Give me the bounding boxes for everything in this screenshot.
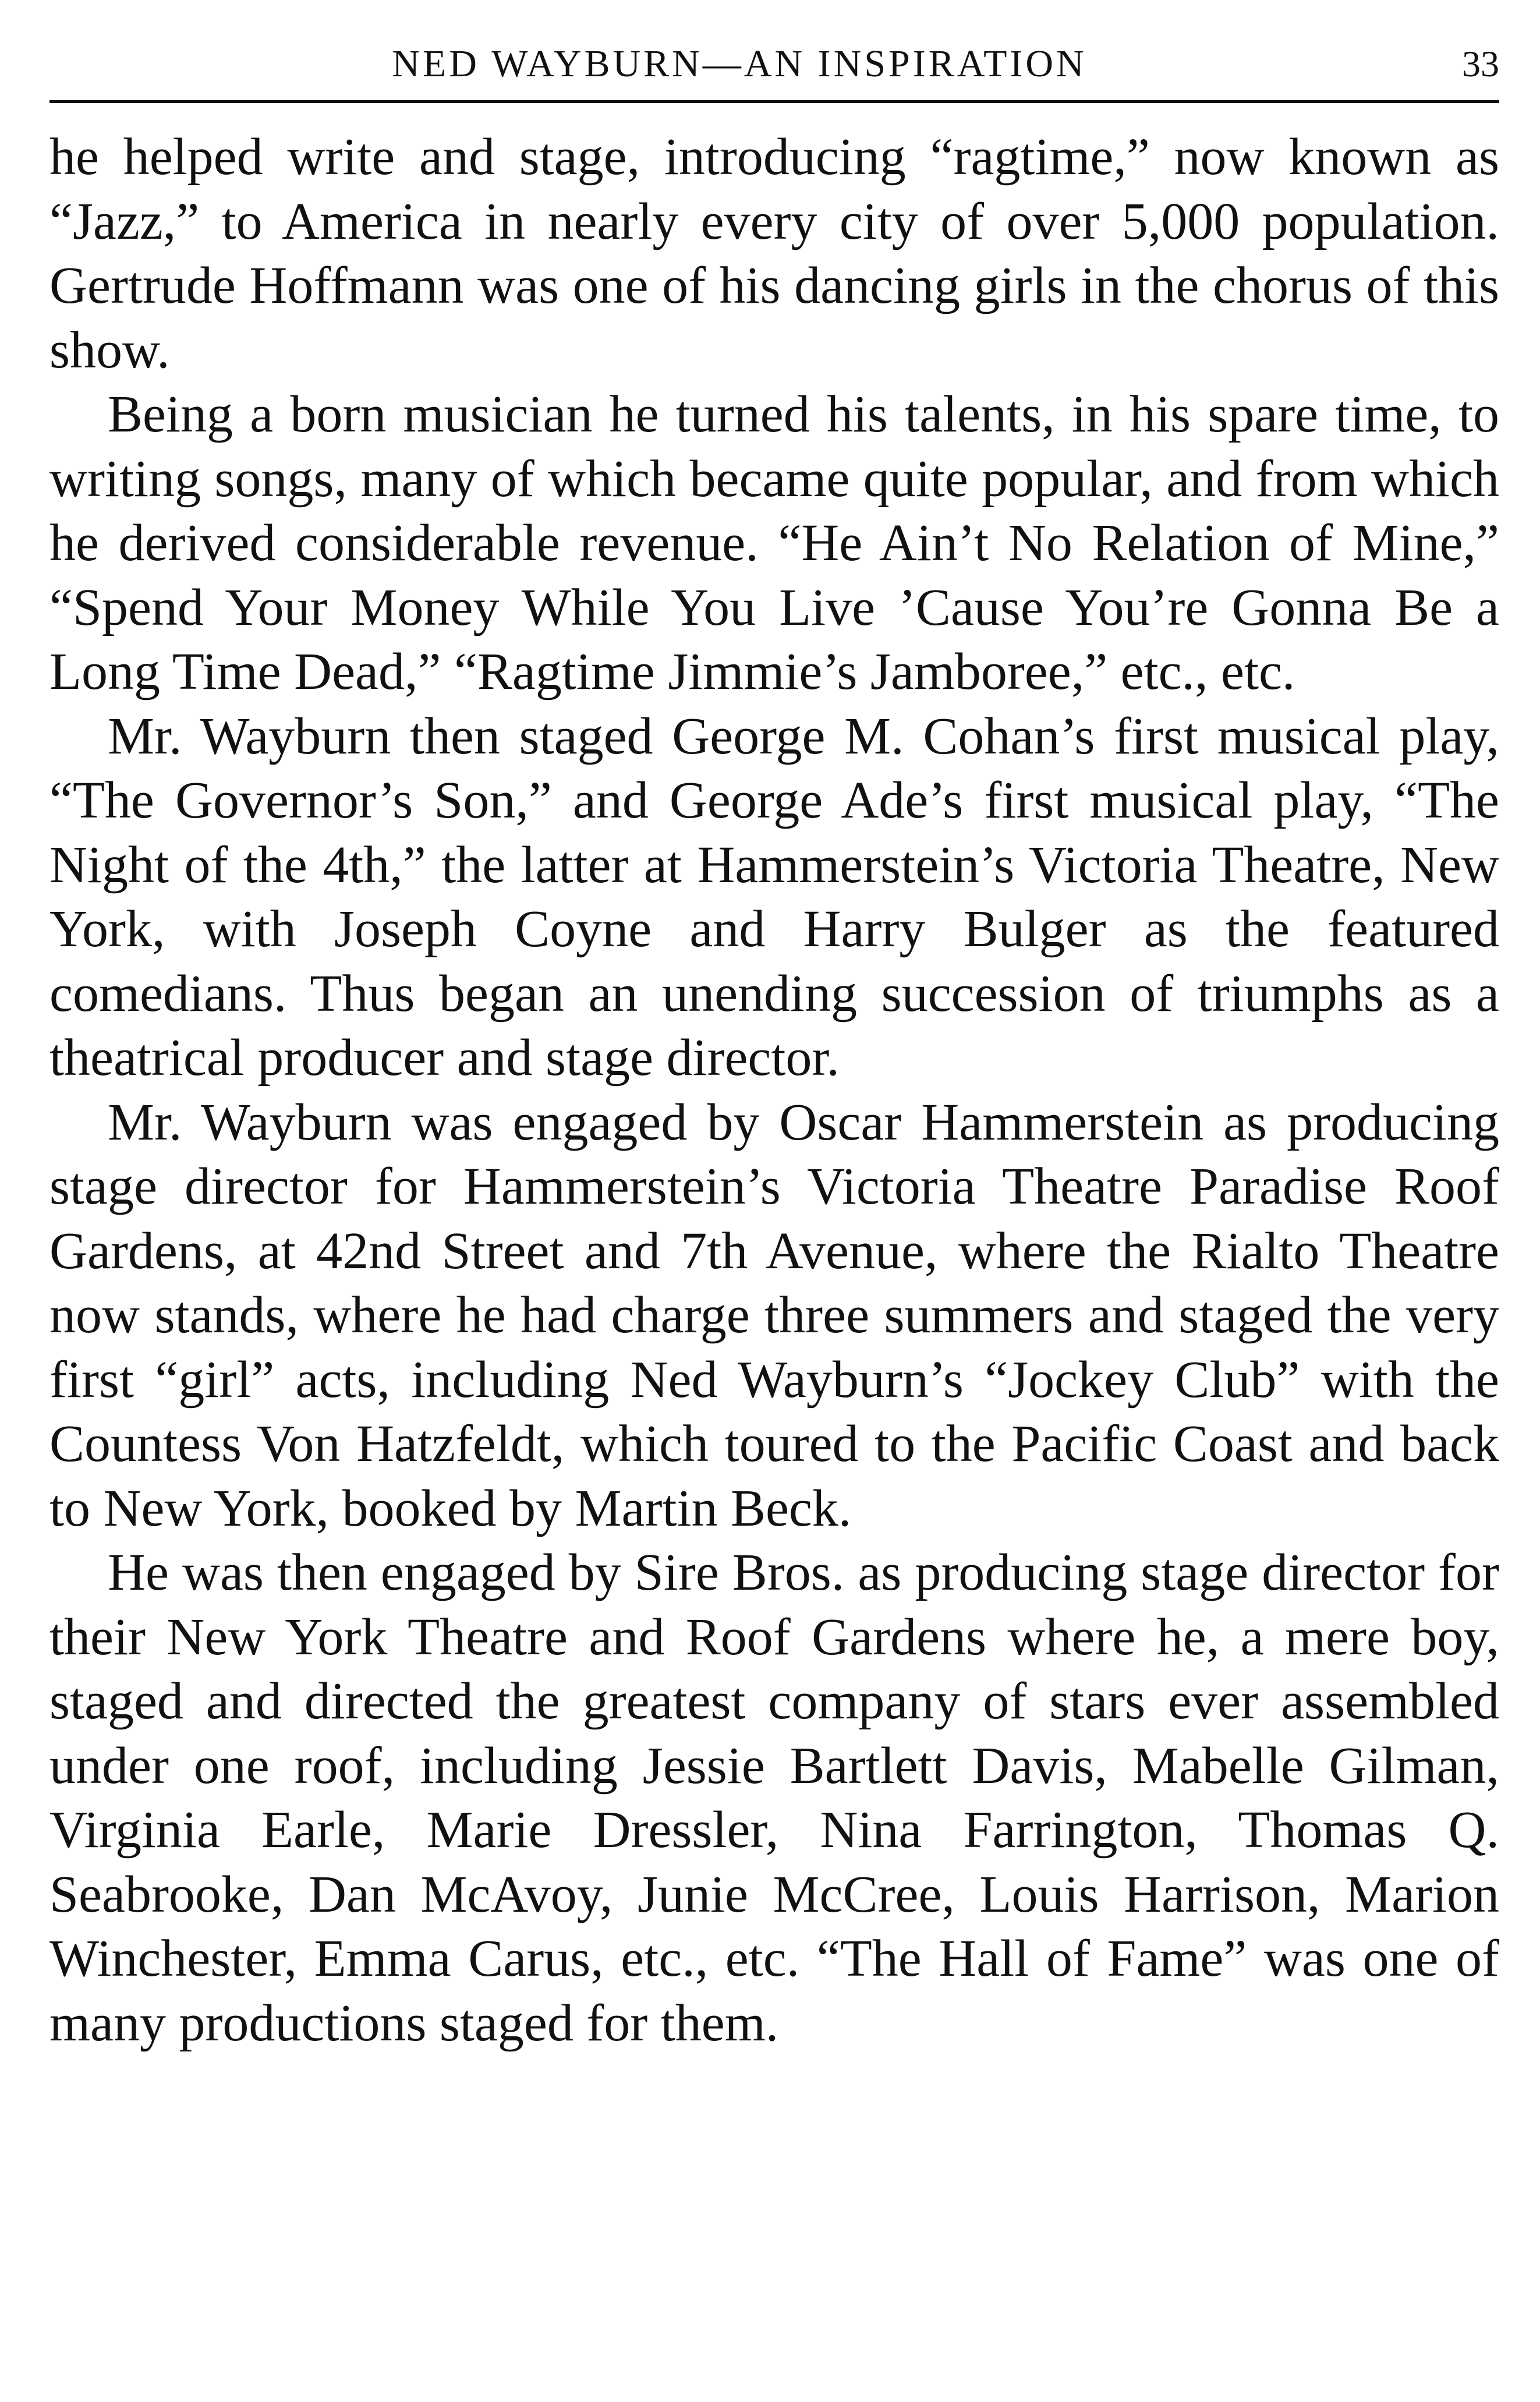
- running-title: NED WAYBURN—AN INSPIRATION: [392, 43, 1087, 85]
- paragraph: Mr. Wayburn was engaged by Oscar Hammerstein as producing stage director for Hammerstein’s Victoria Theatre Paradise Roof Gardens, at 42nd Street and 7th Avenue, where the Rialto Theatre now stands, where he had charge three summers and staged the very first “girl” acts, including Ned Wayburn’s “Jockey Club” with the Countess Von Hatzfeldt, which toured to the Pacific Coast and back to New York, booked by Martin Beck.: [49, 1093, 1499, 1537]
- page-number: 33: [1462, 43, 1499, 84]
- body-text: [49, 125, 1499, 2056]
- paragraph: Being a born musician he turned his talents, in his spare time, to writing songs, many of which became quite popular, and from which he derived considerable revenue. “He Ain’t No Relation of Mine,” “Spend Your Money While You Live ’Cause You’re Gonna Be a Long Time Dead,” “Ragtime Jimmie’s Jamboree,” etc., etc.: [49, 385, 1499, 701]
- paragraph: Mr. Wayburn then staged George M. Cohan’s first musical play, “The Governor’s Son,” and George Ade’s first musical play, “The Night of the 4th,” the latter at Hammerstein’s Victoria Theatre, New York, with Joseph Coyne and Harry Bulger as the featured comedians. Thus began an unending succession of triumphs as a theatrical producer and stage director.: [49, 707, 1499, 1087]
- running-head: [49, 35, 1499, 93]
- paragraph: He was then engaged by Sire Bros. as producing stage director for their New York Theatre and Roof Gardens where he, a mere boy, staged and directed the greatest company of stars ever assembled under one roof, including Jessie Bartlett Davis, Mabelle Gilman, Virginia Earle, Marie Dressler, Nina Farrington, Thomas Q. Seabrooke, Dan McAvoy, Junie McCree, Louis Harrison, Marion Winchester, Emma Carus, etc., etc. “The Hall of Fame” was one of many productions staged for them.: [49, 1544, 1499, 2052]
- paragraph-continued: he helped write and stage, introducing “ragtime,” now known as “Jazz,” to America in nearly every city of over 5,000 population. Gertrude Hoffmann was one of his dancing girls in the chorus of this show.: [49, 128, 1499, 379]
- header-rule: [49, 100, 1499, 103]
